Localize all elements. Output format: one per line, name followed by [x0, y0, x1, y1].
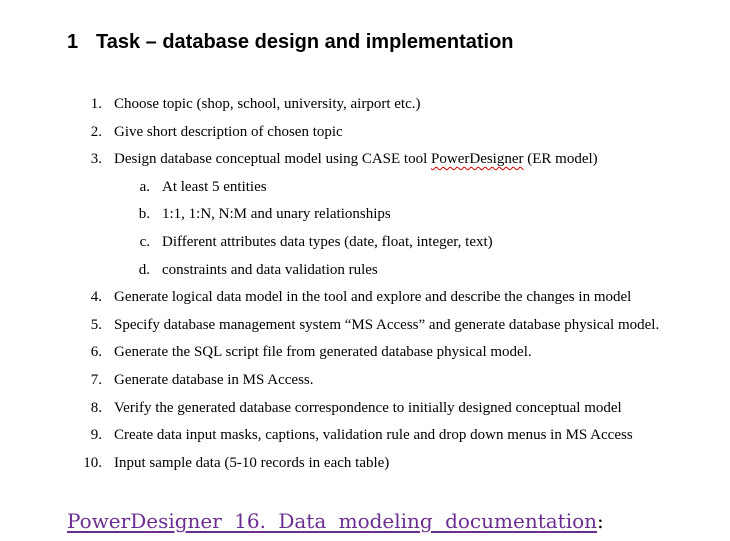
task-item [0, 395, 730, 423]
section-heading [67, 29, 514, 55]
task-text: Input sample data (5-10 records in each table) [114, 454, 390, 471]
list-marker: a. [139, 178, 150, 195]
section-title: Task – database design and implementation [96, 31, 514, 53]
subtask-item [0, 257, 730, 285]
list-marker: 6. [90, 344, 102, 361]
subtask-item [0, 174, 730, 202]
subtask-item [0, 201, 730, 229]
subtask-text: constraints and data validation rules [162, 261, 378, 278]
task-text: Generate logical data model in the tool and explore and describe the changes in model [114, 289, 632, 306]
task-text: Verify the generated database correspondence to initially designed conceptual model [114, 399, 622, 416]
task-text [114, 146, 598, 174]
list-marker: 7. [90, 371, 102, 388]
task-item [0, 450, 730, 478]
task-item [0, 91, 730, 119]
task-item [0, 339, 730, 367]
list-marker: b. [138, 206, 150, 223]
task-item [0, 284, 730, 312]
link-suffix: : [597, 509, 604, 533]
task-item [0, 312, 730, 340]
task-text: Give short description of chosen topic [114, 123, 343, 140]
list-marker: 1. [90, 96, 102, 112]
subtask-text: Different attributes data types (date, float, integer, text) [162, 233, 493, 250]
task-text: Specify database management system “MS Access” and generate database physical model. [114, 316, 660, 333]
task-list [0, 91, 730, 477]
list-marker: 4. [90, 289, 102, 306]
task-item [0, 146, 730, 174]
list-marker: c. [139, 233, 150, 250]
list-marker: 9. [90, 427, 102, 444]
task-text-before: Design database conceptual model using CASE tool [114, 151, 432, 168]
list-marker: 3. [90, 151, 102, 168]
subtask-text: 1:1, 1:N, N:M and unary relationships [162, 206, 391, 223]
task-text: Choose topic (shop, school, university, airport etc.) [114, 96, 421, 112]
list-marker: 8. [90, 399, 102, 416]
task-text: Generate database in MS Access. [114, 371, 314, 388]
documentation-link-line [67, 506, 604, 536]
list-marker: 10. [83, 454, 102, 471]
task-text: Create data input masks, captions, validation rule and drop down menus in MS Access [114, 427, 633, 444]
documentation-link[interactable]: PowerDesigner 16. Data modeling documentation [67, 509, 598, 533]
task-text-after: (ER model) [523, 151, 598, 168]
task-item [0, 422, 730, 450]
spellcheck-flagged-word[interactable]: PowerDesigner [431, 151, 524, 168]
task-item [0, 119, 730, 147]
task-text: Generate the SQL script file from generated database physical model. [114, 344, 532, 361]
task-item [0, 367, 730, 395]
list-marker: d. [138, 261, 150, 278]
subtask-text: At least 5 entities [162, 178, 267, 195]
list-marker: 5. [90, 316, 102, 333]
list-marker: 2. [90, 123, 102, 140]
section-number: 1 [67, 31, 79, 53]
subtask-item [0, 229, 730, 257]
